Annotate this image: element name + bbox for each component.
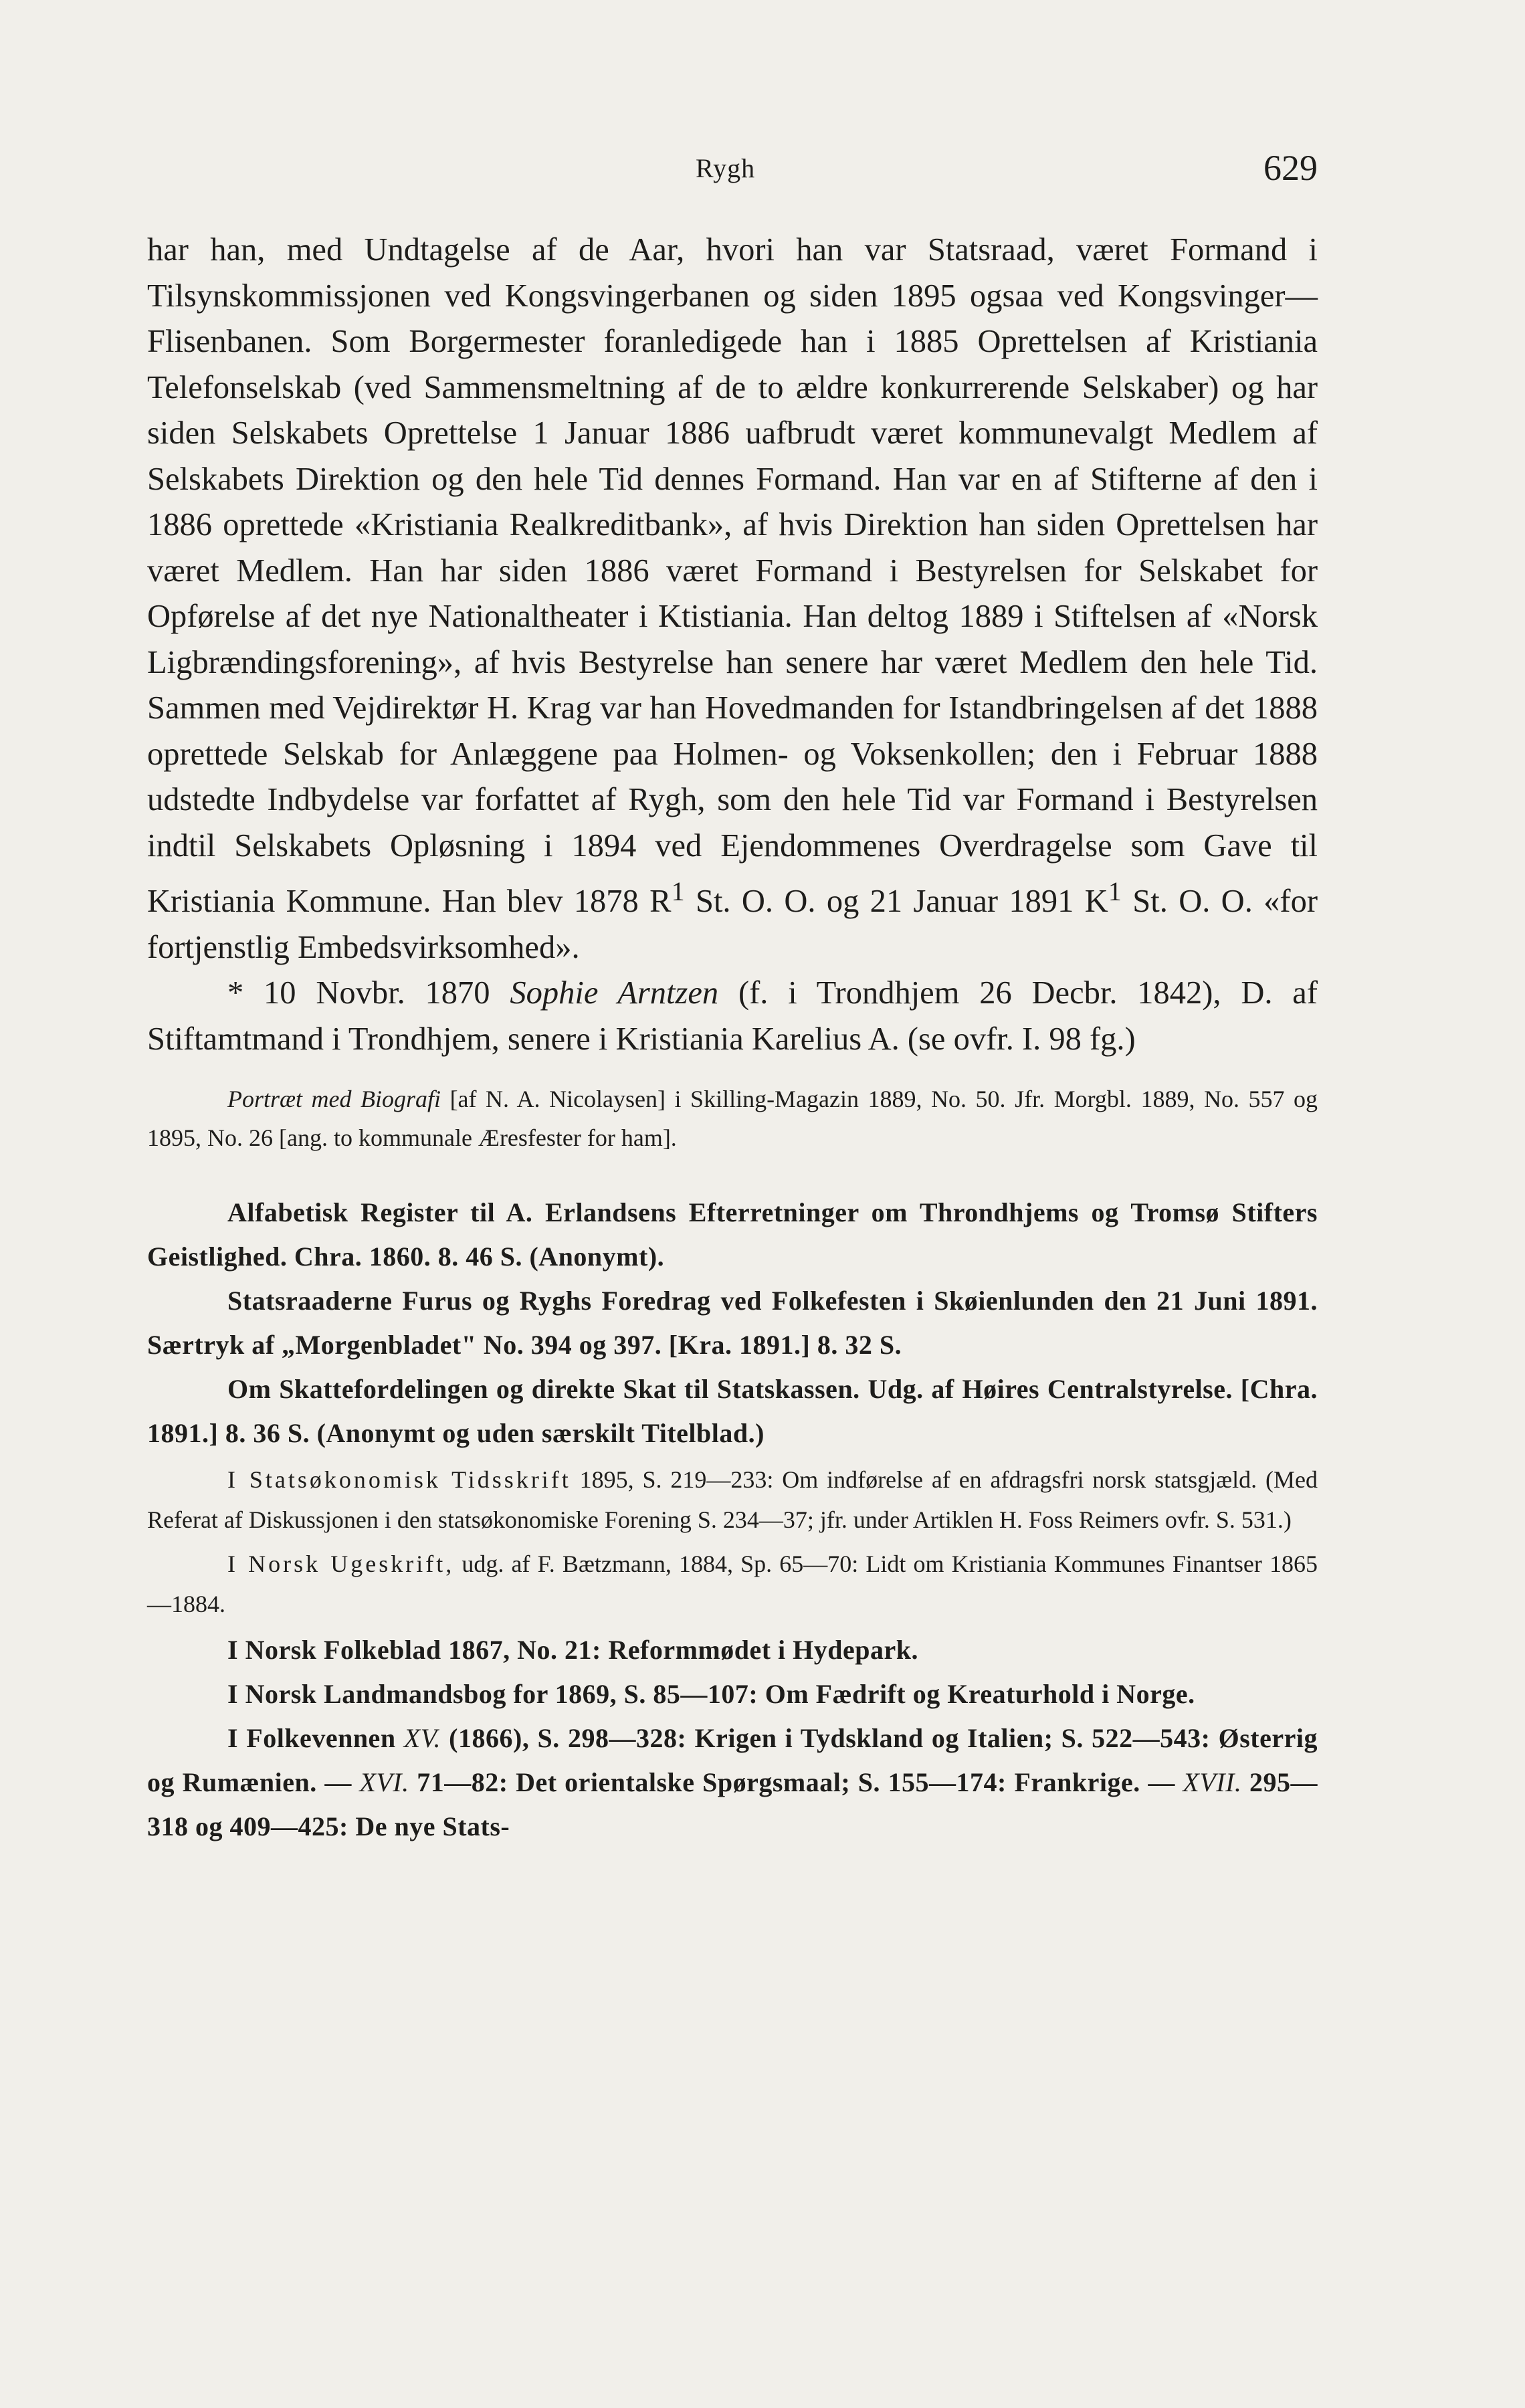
bibliography-entry: Statsraaderne Furus og Ryghs Foredrag ved Folkefesten i Skøienlunden den 21 Juni 1891. Særtryk af „Morgenbladet" No. 394 og 397. [Kra. 1891.] 8. 32 S. <box>147 1286 1318 1361</box>
running-head <box>147 148 1318 199</box>
running-head-title: Rygh <box>696 153 756 183</box>
note-entry <box>147 1460 1318 1540</box>
paragraph-career <box>147 227 1318 971</box>
note-lead: I Norsk Ugeskrift, <box>227 1550 455 1578</box>
page-body <box>147 227 1318 1849</box>
bibliography <box>147 1191 1318 1849</box>
note-rest: udg. af F. Bætzmann, 1884, Sp. 65—70: Lidt om Kristiania Kommunes Finantser 1865—1884. <box>147 1550 1318 1618</box>
page-number: 629 <box>1263 148 1318 188</box>
note-rest: 1895, S. 219—233: Om indførelse af en afdragsfri norsk statsgjæld. (Med Referat af Diskussjonen i den statsøkonomiske Forening S. 234—37; jfr. under Artiklen H. Foss Reimers ovfr. S. 531.) <box>147 1466 1318 1534</box>
superscript: 1 <box>671 876 685 906</box>
fraktur-reference: I Norsk Folkeblad 1867, No. 21: Reformmødet i Hydepark. <box>227 1635 919 1666</box>
reference-text: (1866), S. 298—328: Krigen i Tydskland og Italien; S. 522—543: Østerrig og Rumænien. — <box>147 1723 1318 1798</box>
career-text-mid: St. O. O. og 21 Januar 1891 K <box>684 884 1108 920</box>
note-entry <box>147 1544 1318 1624</box>
reference-text: 295—318 og 409—425: De nye Stats- <box>147 1767 1318 1842</box>
volume-number: XVII. <box>1183 1767 1242 1798</box>
fraktur-reference <box>147 1716 1318 1849</box>
marriage-text: * 10 Novbr. 1870 <box>227 975 510 1011</box>
reference-text: 71—82: Det orientalske Spørgsmaal; S. 155—174: Frankrige. — <box>409 1767 1183 1798</box>
career-text: har han, med Undtagelse af de Aar, hvori han var Statsraad, været Formand i Tilsynskommissjonen ved Kongsvingerbanen og siden 1895 ogsaa ved Kongsvinger—Flisenbanen. Som Borgermester foranledigede han i 1885 Oprettelsen af Kristiania Telefonselskab (ved Sammensmeltning af de to ældre konkurrerende Selskaber) og har siden Selskabets Oprettelse 1 Januar 1886 uafbrudt været kommunevalgt Medlem af Selskabets Direktion og den hele Tid dennes Formand. Han var en af Stifterne af den i 1886 oprettede «Kristiania Realkreditbank», af hvis Direktion han siden Oprettelsen har været Medlem. Han har siden 1886 været Formand i Bestyrelsen for Selskabet for Opførelse af det nye Nationaltheater i Ktistiania. Han deltog 1889 i Stiftelsen af «Norsk Ligbrændingsforening», af hvis Bestyrelse han senere har været Medlem den hele Tid. Sammen med Vejdirektør H. Krag var han Hovedmanden for Istandbringelsen af det 1888 oprettede Selskab for Anlæggene paa Holmen- og Voksenkollen; den i Februar 1888 udstedte Indbydelse var forfattet af Rygh, som den hele Tid var Formand i Bestyrelsen indtil Selskabets Opløsning i 1894 ved Ejendommenes Overdragelse som Gave til Kristiania Kommune. Han blev 1878 R <box>147 232 1318 920</box>
superscript: 1 <box>1108 876 1122 906</box>
paragraph-portrait <box>147 1080 1318 1157</box>
volume-number: XV. <box>403 1723 441 1754</box>
bibliography-entry: Om Skattefordelingen og direkte Skat til Statskassen. Udg. af Høires Centralstyrelse. [Chra. 1891.] 8. 36 S. (Anonymt og uden særskilt Titelblad.) <box>147 1374 1318 1449</box>
bibliography-entry: Alfabetisk Register til A. Erlandsens Efterretninger om Throndhjems og Tromsø Stifters Geistlighed. Chra. 1860. 8. 46 S. (Anonymt). <box>147 1197 1318 1272</box>
note-lead: I Statsøkonomisk Tidsskrift <box>227 1466 571 1494</box>
fraktur-reference: I Norsk Landmandsbog for 1869, S. 85—107: Om Fædrift og Kreaturhold i Norge. <box>227 1679 1195 1710</box>
paragraph-marriage <box>147 971 1318 1062</box>
spouse-name: Sophie Arntzen <box>510 975 719 1011</box>
marriage-text-end: (f. i Trondhjem 26 Decbr. 1842), D. af Stiftamtmand i Trondhjem, senere i Kristiania Karelius A. (se ovfr. I. 98 fg.) <box>147 975 1318 1057</box>
career-text-end: St. O. O. «for fortjenstlig Embedsvirksomhed». <box>147 884 1318 965</box>
portrait-label: Portræt med Biografi <box>227 1086 441 1113</box>
volume-number: XVI. <box>359 1767 409 1798</box>
reference-lead: I Folkevennen <box>227 1723 404 1754</box>
portrait-reference: [af N. A. Nicolaysen] i Skilling-Magazin 1889, No. 50. Jfr. Morgbl. 1889, No. 557 og 1895, No. 26 [ang. to kommunale Æresfester for ham]. <box>147 1086 1318 1152</box>
